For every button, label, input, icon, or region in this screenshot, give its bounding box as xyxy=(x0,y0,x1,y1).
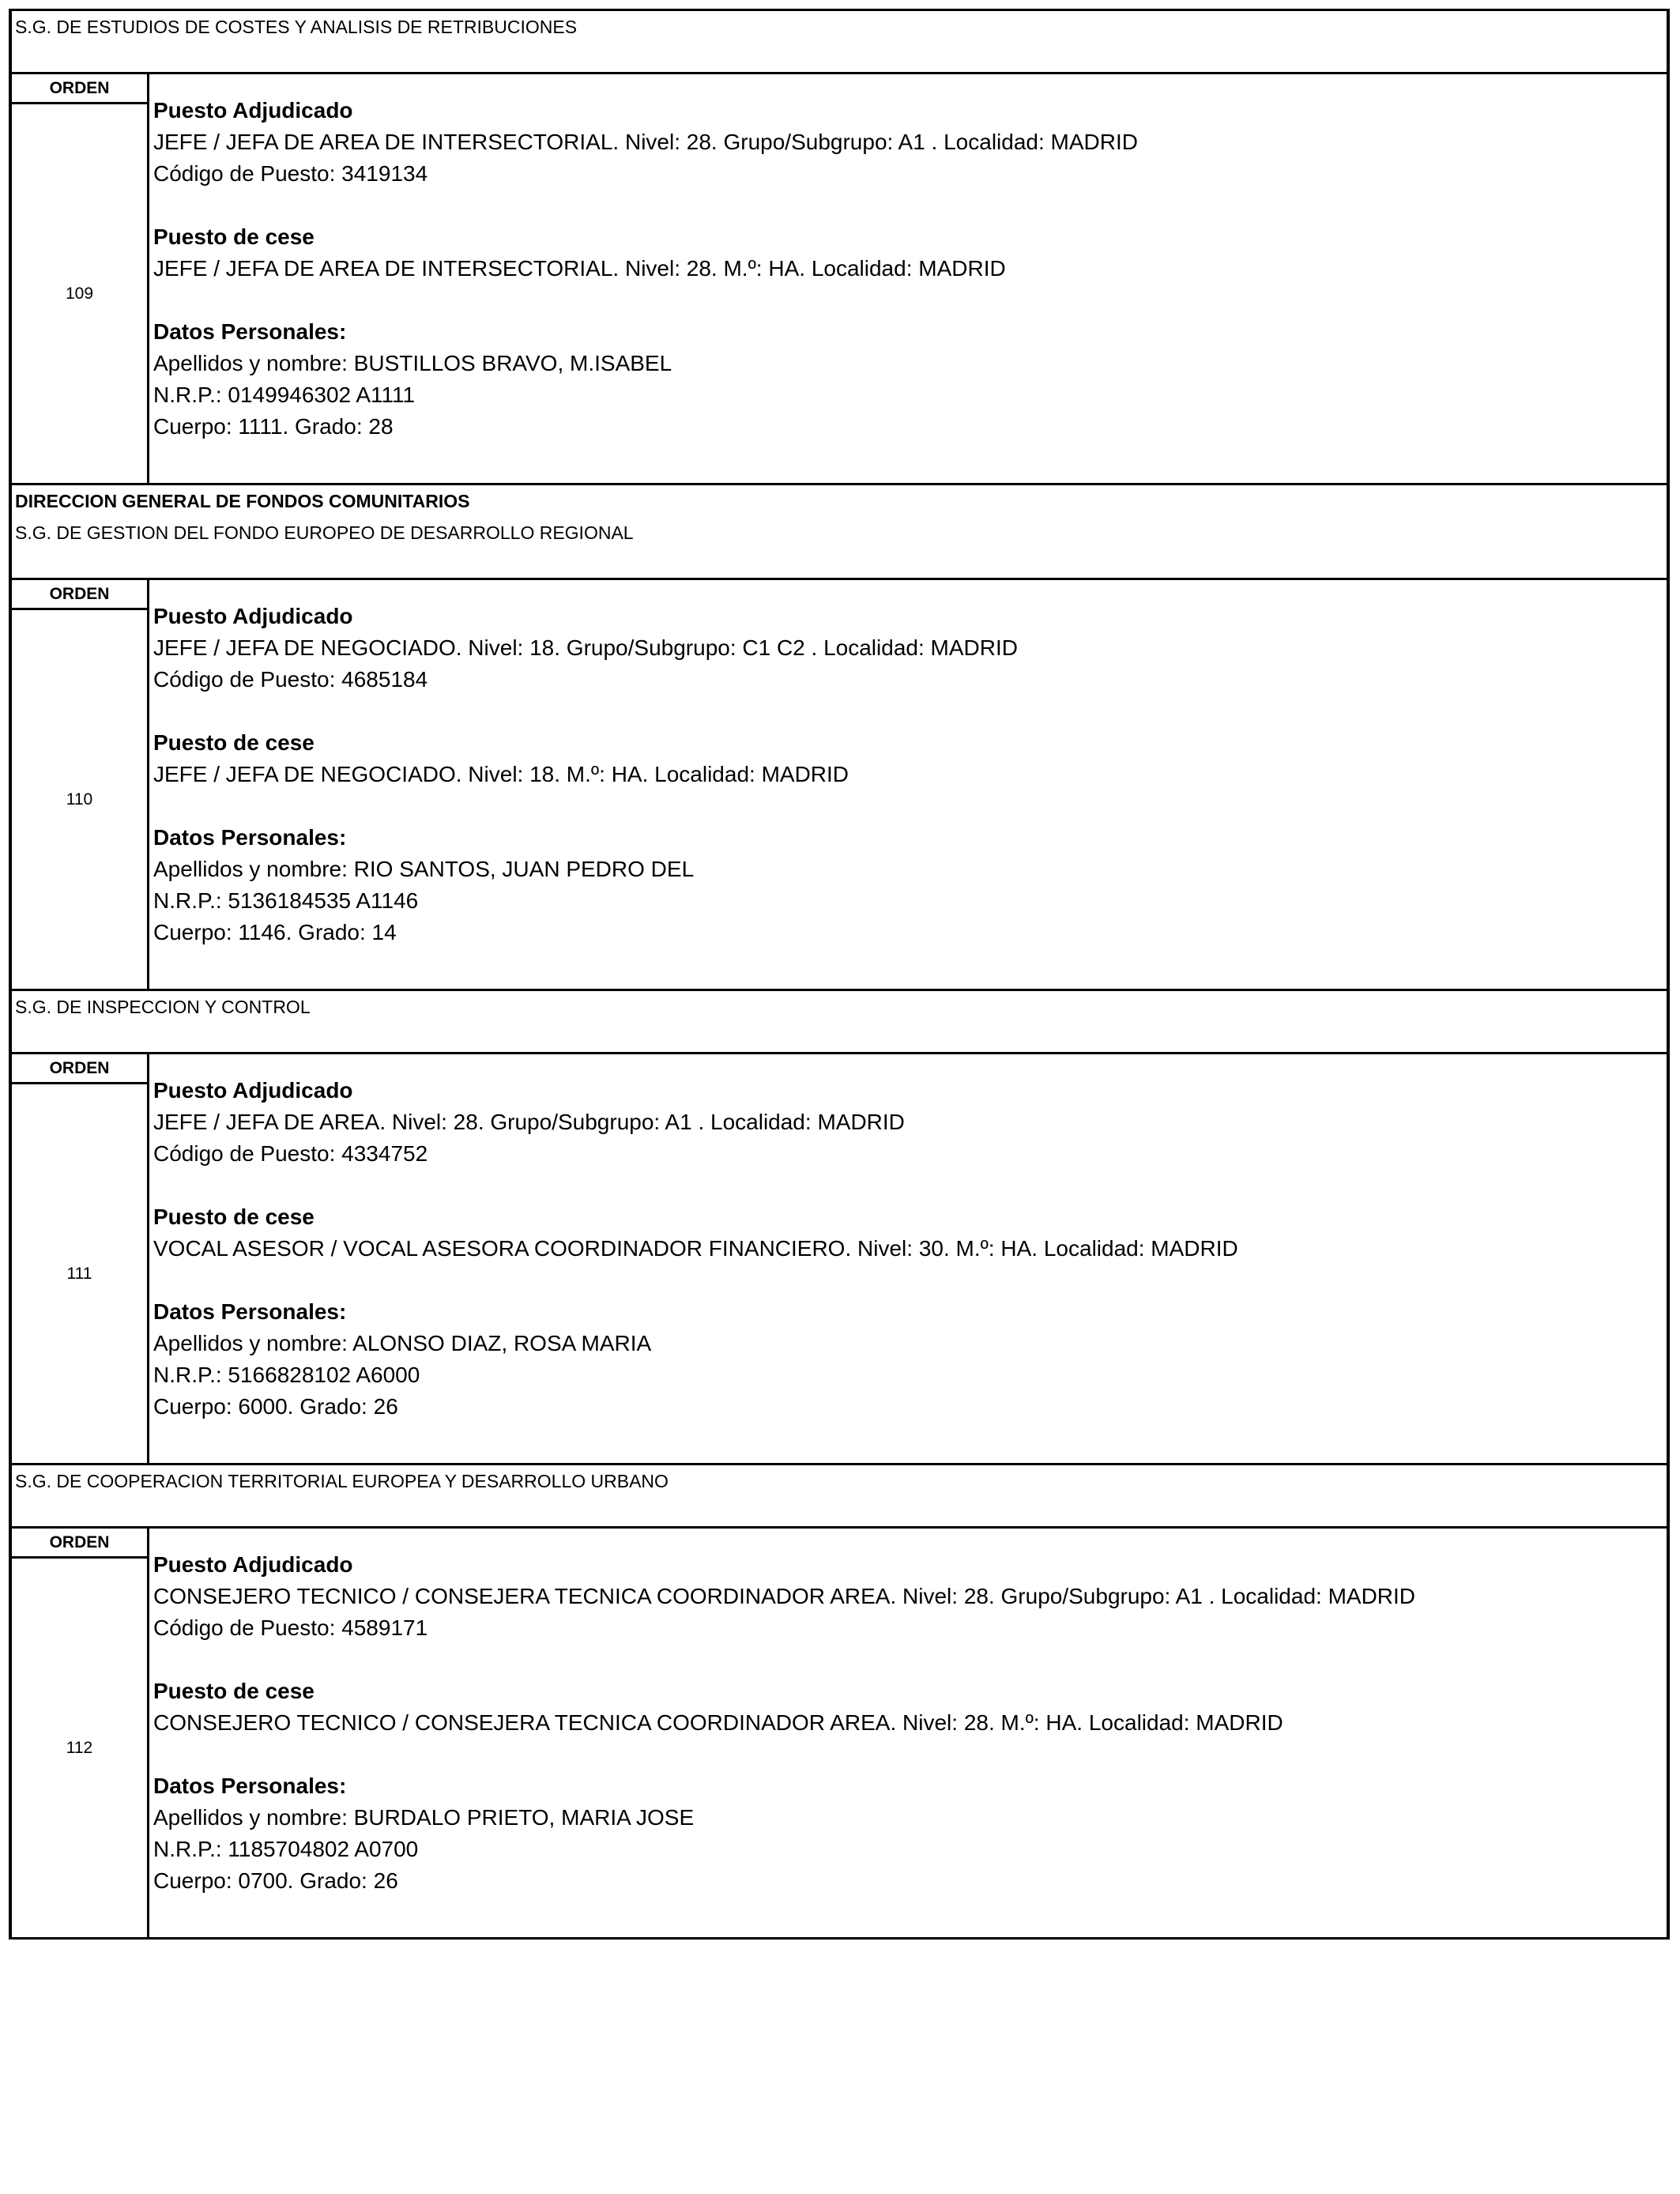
codigo-puesto: Código de Puesto: 3419134 xyxy=(153,161,428,186)
adjudicado-text: JEFE / JEFA DE AREA DE INTERSECTORIAL. Nivel: 28. Grupo/Subgrupo: A1 . Localidad: MADRID xyxy=(153,130,1138,154)
section-title: S.G. DE GESTION DEL FONDO EUROPEO DE DESARROLLO REGIONAL xyxy=(15,522,634,543)
section-title: S.G. DE COOPERACION TERRITORIAL EUROPEA Y DESARROLLO URBANO xyxy=(15,1471,669,1491)
orden-number: 109 xyxy=(65,284,94,303)
entry-row xyxy=(12,1529,1667,1940)
nombre-text: Apellidos y nombre: RIO SANTOS, JUAN PEDRO DEL xyxy=(153,857,695,881)
cuerpo-text: Cuerpo: 0700. Grado: 26 xyxy=(153,1868,398,1893)
orden-number: 111 xyxy=(66,1264,92,1283)
cese-text: JEFE / JEFA DE NEGOCIADO. Nivel: 18. M.º: HA. Localidad: MADRID xyxy=(153,762,849,786)
datos-heading: Datos Personales: xyxy=(153,319,347,344)
cese-heading: Puesto de cese xyxy=(153,224,315,249)
orden-number: 112 xyxy=(66,1738,93,1757)
orden-column xyxy=(12,1529,149,1937)
nombre-text: Apellidos y nombre: BUSTILLOS BRAVO, M.ISABEL xyxy=(153,351,672,375)
nombre-text: Apellidos y nombre: ALONSO DIAZ, ROSA MARIA xyxy=(153,1331,652,1355)
orden-header: ORDEN xyxy=(12,580,147,610)
adjudicado-heading: Puesto Adjudicado xyxy=(153,1078,353,1103)
section-header xyxy=(12,1465,1667,1529)
cese-text: JEFE / JEFA DE AREA DE INTERSECTORIAL. Nivel: 28. M.º: HA. Localidad: MADRID xyxy=(153,256,1006,281)
cuerpo-text: Cuerpo: 1146. Grado: 14 xyxy=(153,920,397,944)
orden-number: 110 xyxy=(66,790,93,809)
nombre-text: Apellidos y nombre: BURDALO PRIETO, MARIA JOSE xyxy=(153,1805,695,1830)
adjudicado-heading: Puesto Adjudicado xyxy=(153,1552,353,1577)
cese-heading: Puesto de cese xyxy=(153,730,315,755)
cese-text: CONSEJERO TECNICO / CONSEJERA TECNICA COORDINADOR AREA. Nivel: 28. M.º: HA. Localidad: MADRID xyxy=(153,1710,1283,1735)
orden-header: ORDEN xyxy=(12,1054,147,1084)
nrp-text: N.R.P.: 1185704802 A0700 xyxy=(153,1837,419,1861)
nrp-text: N.R.P.: 5136184535 A1146 xyxy=(153,888,419,913)
nrp-text: N.R.P.: 0149946302 A1111 xyxy=(153,383,416,407)
adjudicado-heading: Puesto Adjudicado xyxy=(153,604,353,628)
orden-column xyxy=(12,1054,149,1463)
codigo-puesto: Código de Puesto: 4685184 xyxy=(153,667,428,692)
document-table xyxy=(9,9,1670,1940)
cuerpo-text: Cuerpo: 6000. Grado: 26 xyxy=(153,1394,398,1419)
entry-row xyxy=(12,74,1667,485)
orden-column xyxy=(12,580,149,989)
adjudicado-text: CONSEJERO TECNICO / CONSEJERA TECNICA COORDINADOR AREA. Nivel: 28. Grupo/Subgrupo: A1 . Localidad: MADRID xyxy=(153,1584,1416,1608)
adjudicado-text: JEFE / JEFA DE NEGOCIADO. Nivel: 18. Grupo/Subgrupo: C1 C2 . Localidad: MADRID xyxy=(153,635,1018,660)
entry-content xyxy=(149,74,1667,483)
cuerpo-text: Cuerpo: 1111. Grado: 28 xyxy=(153,414,394,439)
datos-heading: Datos Personales: xyxy=(153,1299,347,1324)
cese-heading: Puesto de cese xyxy=(153,1679,315,1703)
cese-heading: Puesto de cese xyxy=(153,1204,315,1229)
section-header xyxy=(12,485,1667,580)
cese-text: VOCAL ASESOR / VOCAL ASESORA COORDINADOR FINANCIERO. Nivel: 30. M.º: HA. Localidad: MADRID xyxy=(153,1236,1238,1261)
nrp-text: N.R.P.: 5166828102 A6000 xyxy=(153,1363,420,1387)
section-header xyxy=(12,991,1667,1054)
datos-heading: Datos Personales: xyxy=(153,825,347,850)
entry-content xyxy=(149,1054,1667,1463)
section-title: S.G. DE INSPECCION Y CONTROL xyxy=(15,997,311,1017)
entry-row xyxy=(12,580,1667,991)
adjudicado-text: JEFE / JEFA DE AREA. Nivel: 28. Grupo/Subgrupo: A1 . Localidad: MADRID xyxy=(153,1110,905,1134)
entry-row xyxy=(12,1054,1667,1465)
direccion-general-title: DIRECCION GENERAL DE FONDOS COMUNITARIOS xyxy=(15,491,470,511)
section-title: S.G. DE ESTUDIOS DE COSTES Y ANALISIS DE RETRIBUCIONES xyxy=(15,17,578,37)
orden-header: ORDEN xyxy=(12,1529,147,1559)
orden-column xyxy=(12,74,149,483)
adjudicado-heading: Puesto Adjudicado xyxy=(153,98,353,123)
orden-header: ORDEN xyxy=(12,74,147,104)
codigo-puesto: Código de Puesto: 4589171 xyxy=(153,1615,428,1640)
datos-heading: Datos Personales: xyxy=(153,1774,347,1798)
section-header xyxy=(12,11,1667,74)
codigo-puesto: Código de Puesto: 4334752 xyxy=(153,1141,428,1166)
entry-content xyxy=(149,1529,1667,1937)
entry-content xyxy=(149,580,1667,989)
